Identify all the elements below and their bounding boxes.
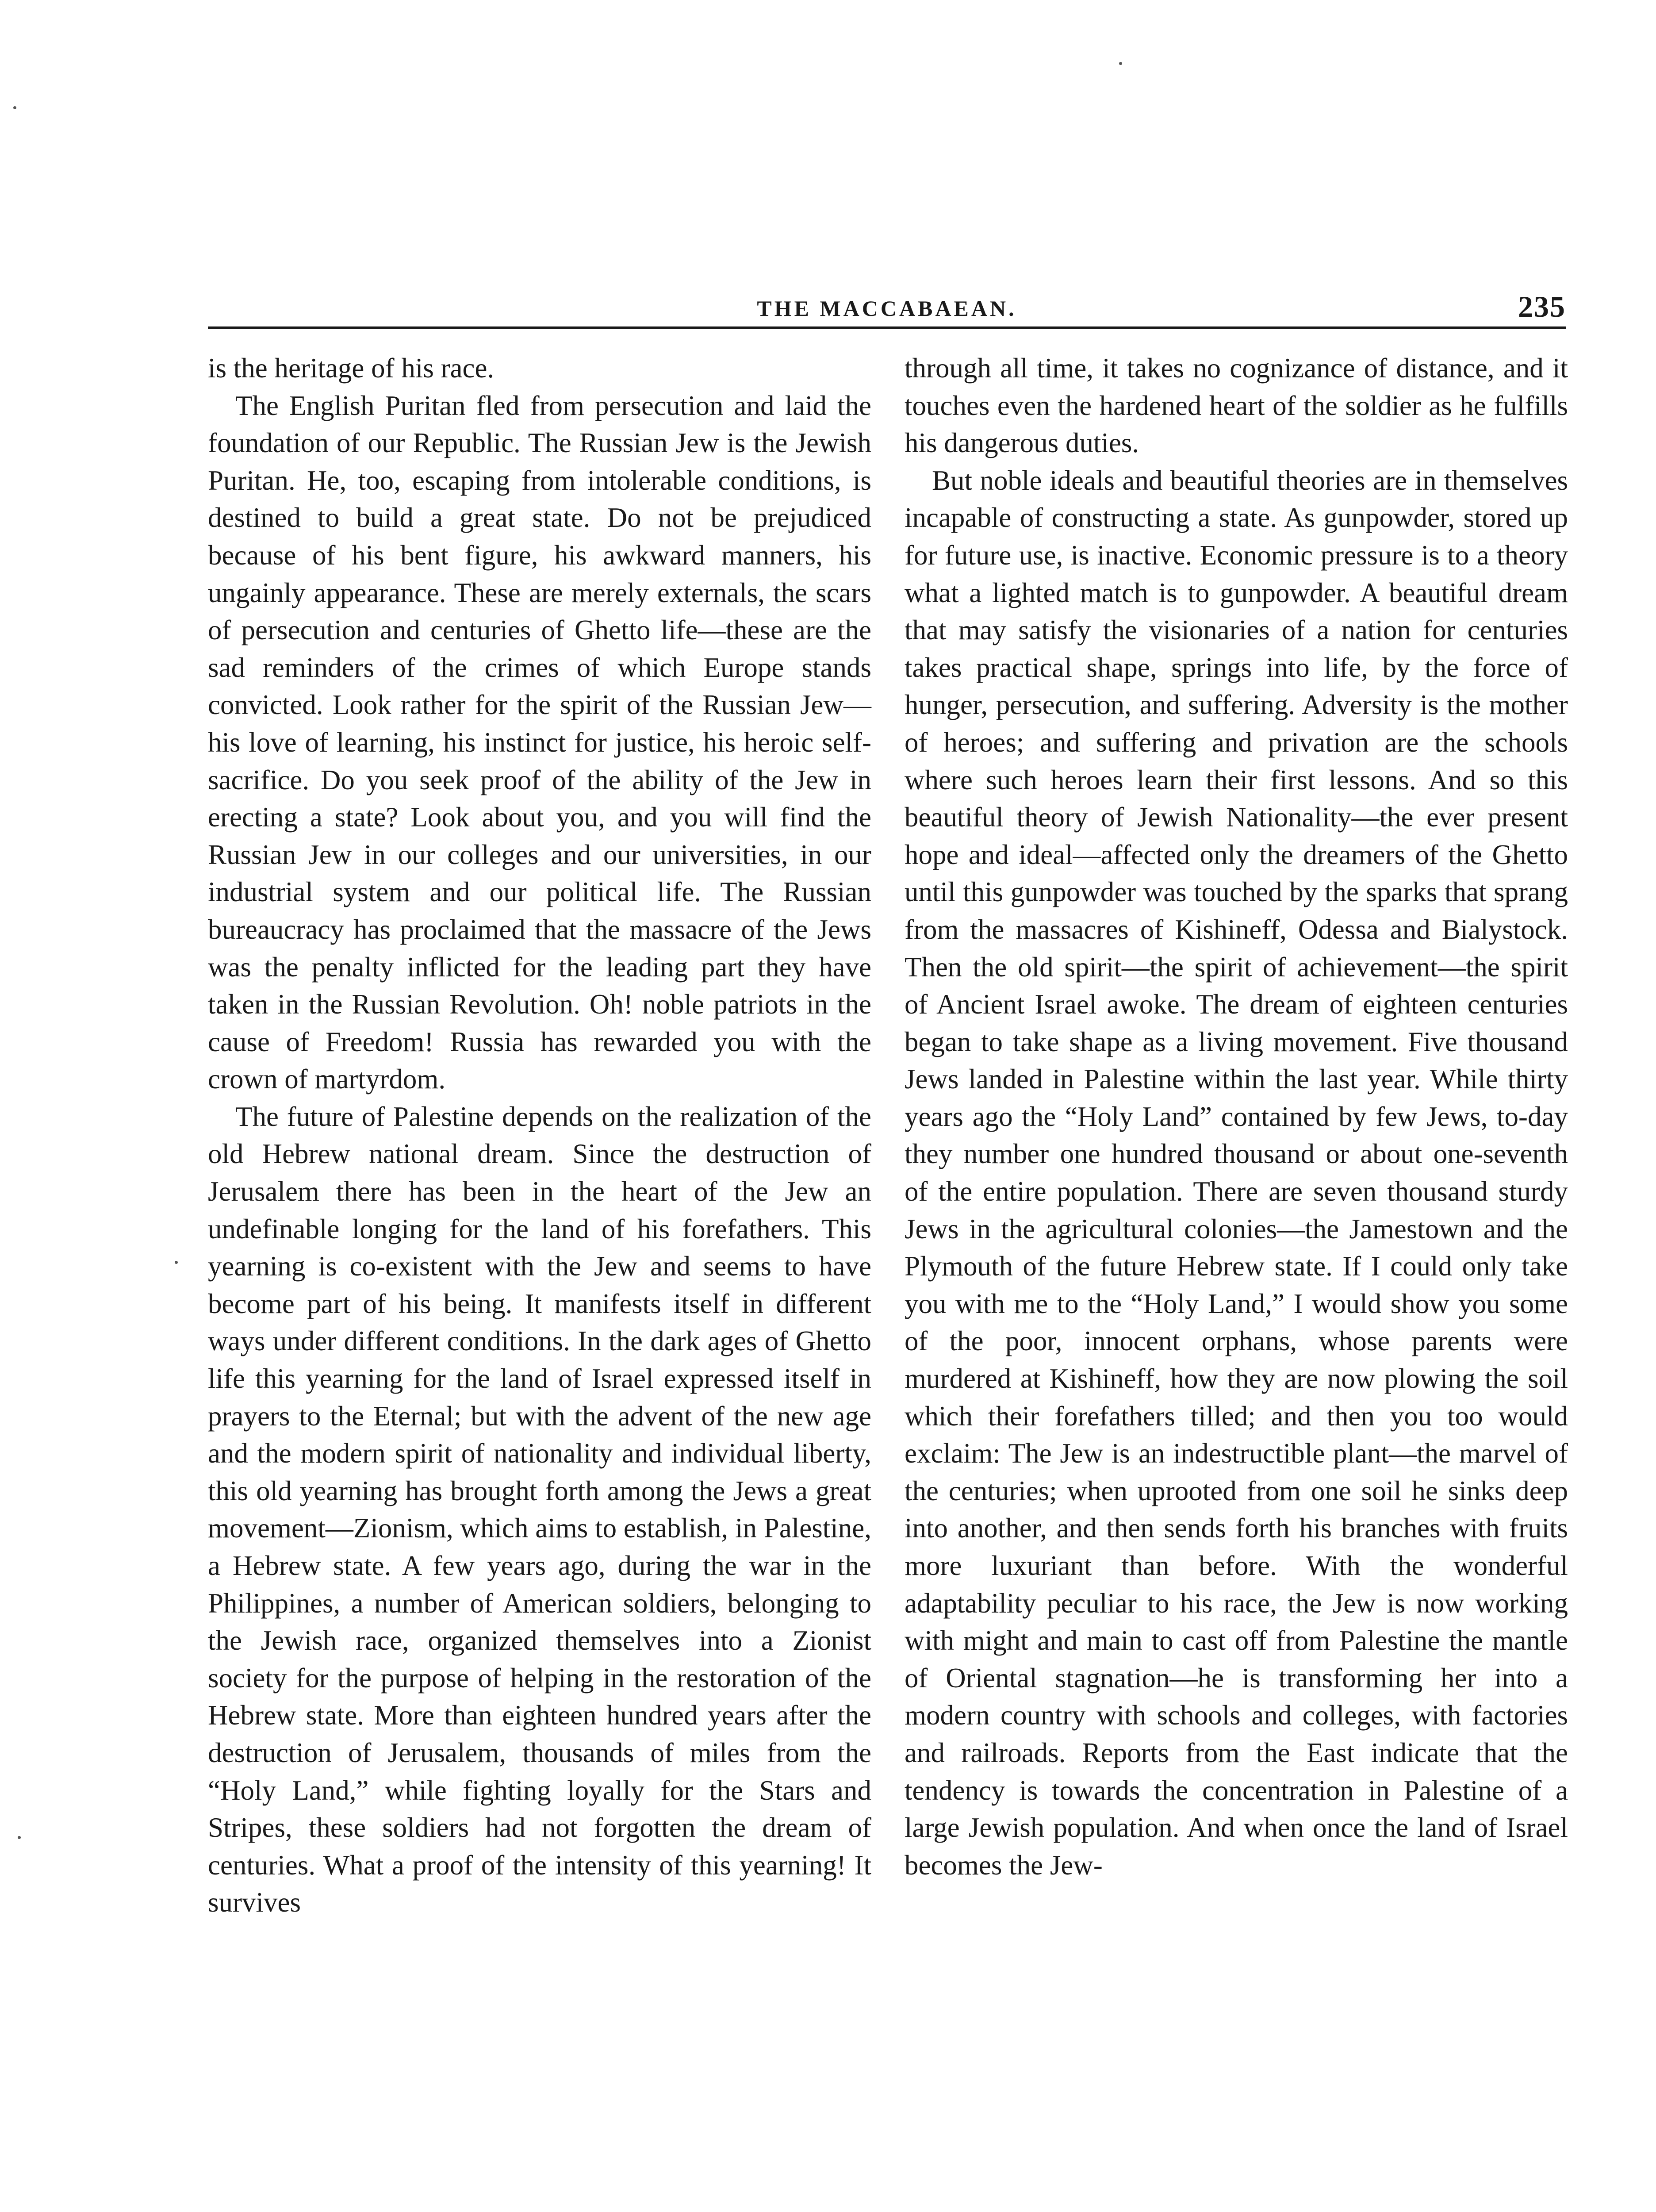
right-column <box>905 349 1568 1884</box>
left-column <box>208 349 871 1921</box>
scan-speck <box>1119 62 1122 65</box>
paragraph-noble-ideals: But noble ideals and beautiful theories are in themselves incapable of constructing a state. As gunpowder, stored up for future use, is inactive. Economic pressure is to a theory what a lighted match is to gunpowder. A beautiful dream that may satisfy the visionaries of a nation for centuries takes practical shape, springs into life, by the force of hunger, persecution, and suffering. Adversity is the mother of heroes; and suffering and privation are the schools where such heroes learn their first lessons. And so this beautiful theory of Jewish Nationality—the ever present hope and ideal—affected only the dreamers of the Ghetto until this gunpowder was touched by the sparks that sprang from the massacres of Kishineff, Odessa and Bialystock. Then the old spirit—the spirit of achievement—the spirit of Ancient Israel awoke. The dream of eighteen centuries began to take shape as a living movement. Five thousand Jews landed in Palestine within the last year. While thirty years ago the “Holy Land” contained by few Jews, to-day they number one hundred thousand or about one-seventh of the entire population. There are seven thousand sturdy Jews in the agricultural colonies—the Jamestown and the Plymouth of the future Hebrew state. If I could only take you with me to the “Holy Land,” I would show you some of the poor, innocent orphans, whose parents were murdered at Kishineff, how they are now plowing the soil which their forefathers tilled; and then you too would exclaim: The Jew is an indestructible plant—the marvel of the centuries; when uprooted from one soil he sinks deep into another, and then sends forth his branches with fruits more luxuriant than before. With the wonderful adaptability peculiar to his race, the Jew is now working with might and main to cast off from Palestine the mantle of Oriental stagnation—he is transforming her into a modern country with schools and colleges, with factories and railroads. Reports from the East indicate that the tendency is towards the concentration in Palestine of a large Jewish population. And when once the land of Israel becomes the Jew- <box>905 465 1568 1881</box>
paragraph-continuation: is the heritage of his race. <box>208 353 494 384</box>
running-title: THE MACCABAEAN. <box>757 296 1017 321</box>
page-number: 235 <box>1518 290 1566 323</box>
scan-speck <box>175 1261 178 1264</box>
paragraph-puritan: The English Puritan fled from persecution and laid the foundation of our Republic. The Russian Jew is the Jewish Puritan. He, too, escaping from intolerable conditions, is destined to build a great state. Do not be prejudiced because of his bent figure, his awkward manners, his ungainly appearance. These are merely externals, the scars of persecution and centuries of Ghetto life—these are the sad reminders of the crimes of which Europe stands convicted. Look rather for the spirit of the Russian Jew—his love of learning, his instinct for justice, his heroic self-sacrifice. Do you seek proof of the ability of the Jew in erecting a state? Look about you, and you will find the Russian Jew in our colleges and our universities, in our industrial system and our political life. The Russian bureaucracy has proclaimed that the massacre of the Jews was the penalty inflicted for the leading part they have taken in the Russian Revolution. Oh! noble patriots in the cause of Freedom! Russia has rewarded you with the crown of martyrdom. <box>208 390 871 1095</box>
running-head <box>208 292 1566 327</box>
paragraph-future-of-palestine: The future of Palestine depends on the realization of the old Hebrew national dream. Since the destruction of Jerusalem there has been in the heart of the Jew an undefinable longing for the land of his forefathers. This yearning is co-existent with the Jew and seems to have become part of his being. It manifests itself in different ways under different conditions. In the dark ages of Ghetto life this yearning for the land of Israel expressed itself in prayers to the Eternal; but with the advent of the new age and the modern spirit of nationality and individual liberty, this old yearning has brought forth among the Jews a great movement—Zionism, which aims to establish, in Palestine, a Hebrew state. A few years ago, during the war in the Philippines, a number of American soldiers, belonging to the Jewish race, organized themselves into a Zionist society for the purpose of helping in the restoration of the Hebrew state. More than eighteen hundred years after the destruction of Jerusalem, thousands of miles from the “Holy Land,” while fighting loyally for the Stars and Stripes, these soldiers had not forgotten the dream of centuries. What a proof of the intensity of this yearning! It survives <box>208 1101 871 1918</box>
header-rule <box>208 326 1566 329</box>
scan-speck <box>13 106 16 109</box>
paragraph-continuation: through all time, it takes no cognizance of distance, and it touches even the hardened heart of the soldier as he fulfills his dangerous duties. <box>905 353 1568 459</box>
scan-speck <box>18 1836 21 1839</box>
